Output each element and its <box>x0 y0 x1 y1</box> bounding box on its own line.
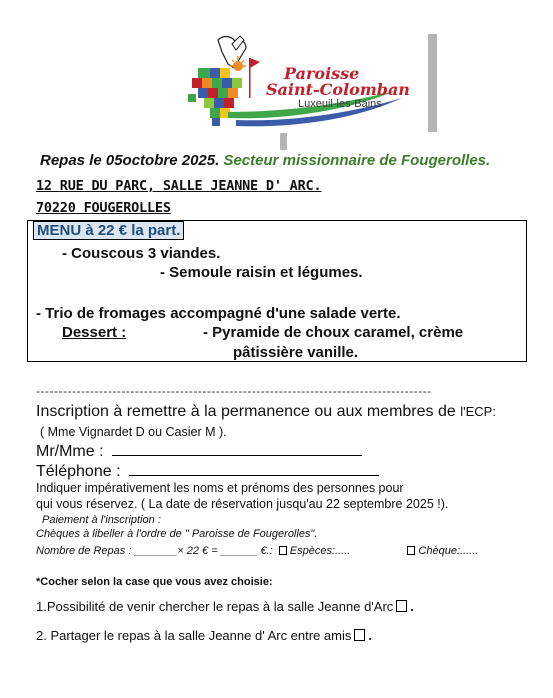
instruction-line-1: Indiquer impérativement les noms et prénoms des personnes pour <box>36 481 404 495</box>
inscription-text: Inscription à remettre à la permanence ou aux membres de <box>36 403 456 420</box>
name-label: Mr/Mme : <box>36 443 104 460</box>
menu-item-couscous: - Couscous 3 viandes. <box>62 245 221 262</box>
cut-separator: ---------------------------------------------------------------------------------------- <box>36 384 432 398</box>
event-headline <box>40 152 490 169</box>
logo-name-line2: Saint-Colomban <box>266 80 410 99</box>
inscription-line <box>36 403 496 421</box>
option-1-text: 1.Possibilité de venir chercher le repas à la salle Jeanne d'Arc <box>36 599 394 614</box>
menu-item-semoule: - Semoule raisin et légumes. <box>160 264 363 281</box>
address-line-1: 12 RUE DU PARC, SALLE JEANNE D' ARC. <box>36 178 322 194</box>
dessert-line-2: pâtissière vanille. <box>233 344 359 361</box>
name-row <box>36 441 362 461</box>
phone-field[interactable] <box>129 461 379 476</box>
event-date: Repas le 05octobre 2025. <box>40 152 220 169</box>
cheque-order-text: Chèques à libeller à l'ordre de " Paroisse de Fougerolles". <box>36 528 318 540</box>
address-line-2: 70220 FOUGEROLLES <box>36 200 171 216</box>
logo-name-line1: Paroisse <box>284 64 360 83</box>
checkbox-note: *Cocher selon la case que vous avez choisie: <box>36 576 273 588</box>
option-2-row: 2. Partager le repas à la salle Jeanne d' Arc entre amis . <box>36 628 373 643</box>
menu-item-cheese: - Trio de fromages accompagné d'une salade verte. <box>36 305 401 322</box>
meals-label: Nombre de Repas : _______× 22 € = ______ €.: <box>36 545 273 557</box>
dessert-label: Dessert : <box>62 324 127 341</box>
sector-name: Secteur missionnaire de Fougerolles. <box>223 152 491 169</box>
dessert-line-1: - Pyramide de choux caramel, crème <box>203 324 464 341</box>
parish-logo <box>188 28 448 150</box>
cash-label: Espèces:..... <box>289 545 351 557</box>
meals-row <box>36 545 478 557</box>
option-1-row: 1.Possibilité de venir chercher le repas à la salle Jeanne d'Arc . <box>36 599 414 614</box>
cash-checkbox[interactable] <box>279 546 287 555</box>
cheque-checkbox[interactable] <box>407 546 415 555</box>
inscription-ecp: l'ECP: <box>460 404 496 419</box>
menu-title: MENU à 22 € la part. <box>33 221 184 240</box>
option-2-checkbox[interactable] <box>354 629 365 641</box>
contacts-text: ( Mme Vignardet D ou Casier M ). <box>40 425 227 439</box>
logo-town: Luxeuil-les-Bains <box>298 98 382 110</box>
cheque-label: Chèque:...... <box>418 545 479 557</box>
option-2-text: 2. Partager le repas à la salle Jeanne d' Arc entre amis <box>36 628 352 643</box>
payment-label: Paiement à l'inscription : <box>42 514 161 526</box>
option-1-checkbox[interactable] <box>396 600 407 612</box>
name-field[interactable] <box>112 441 362 456</box>
instruction-line-2: qui vous réservez. ( La date de réservation jusqu'au 22 septembre 2025 !). <box>36 497 449 511</box>
phone-row <box>36 461 379 481</box>
phone-label: Téléphone : <box>36 463 121 480</box>
